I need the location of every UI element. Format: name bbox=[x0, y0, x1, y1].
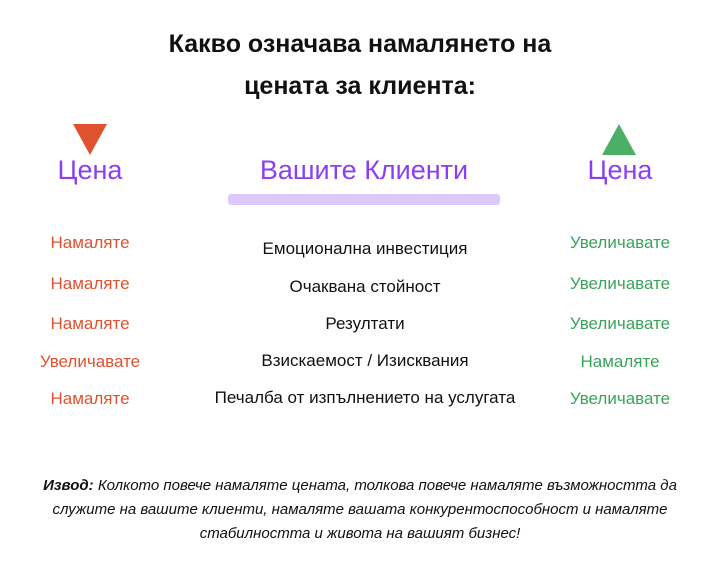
right-cell-5: Увеличавате bbox=[569, 389, 671, 408]
middle-cell-5: Печалба от изпълнението на услугата bbox=[214, 388, 516, 407]
middle-column-heading: Вашите Клиенти bbox=[259, 155, 469, 185]
heading-underline bbox=[228, 194, 500, 205]
right-cell-3: Увеличавате bbox=[569, 314, 671, 333]
middle-cell-4: Взискаемост / Изисквания bbox=[261, 351, 469, 370]
title-line-1: Какво означава намалянето на bbox=[168, 30, 552, 58]
left-cell-4: Увеличавате bbox=[39, 352, 141, 371]
right-column-heading: Цена bbox=[587, 155, 653, 185]
conclusion-text bbox=[20, 474, 700, 546]
triangle-up-icon bbox=[602, 124, 636, 155]
title-line-2: цената за клиента: bbox=[244, 72, 476, 100]
right-cell-2: Увеличавате bbox=[569, 274, 671, 293]
left-column-heading: Цена bbox=[57, 155, 123, 185]
conclusion-body: Колкото повече намаляте цената, толкова повече намаляте възможността да служите на вашите клиенти, намаляте вашата конкурентоспособност и намаляте стабилността и живота на вашият бизнес! bbox=[52, 477, 677, 542]
middle-cell-3: Резултати bbox=[325, 314, 405, 333]
middle-cell-1: Емоционална инвестиция bbox=[262, 239, 468, 258]
right-cell-1: Увеличавате bbox=[569, 233, 671, 252]
left-cell-2: Намаляте bbox=[50, 274, 130, 293]
left-cell-1: Намаляте bbox=[50, 233, 130, 252]
middle-cell-2: Очаквана стойност bbox=[289, 277, 441, 296]
right-cell-4: Намаляте bbox=[580, 352, 660, 371]
left-cell-5: Намаляте bbox=[50, 389, 130, 408]
triangle-down-icon bbox=[73, 124, 107, 155]
left-cell-3: Намаляте bbox=[50, 314, 130, 333]
conclusion-lead: Извод: bbox=[43, 477, 94, 494]
